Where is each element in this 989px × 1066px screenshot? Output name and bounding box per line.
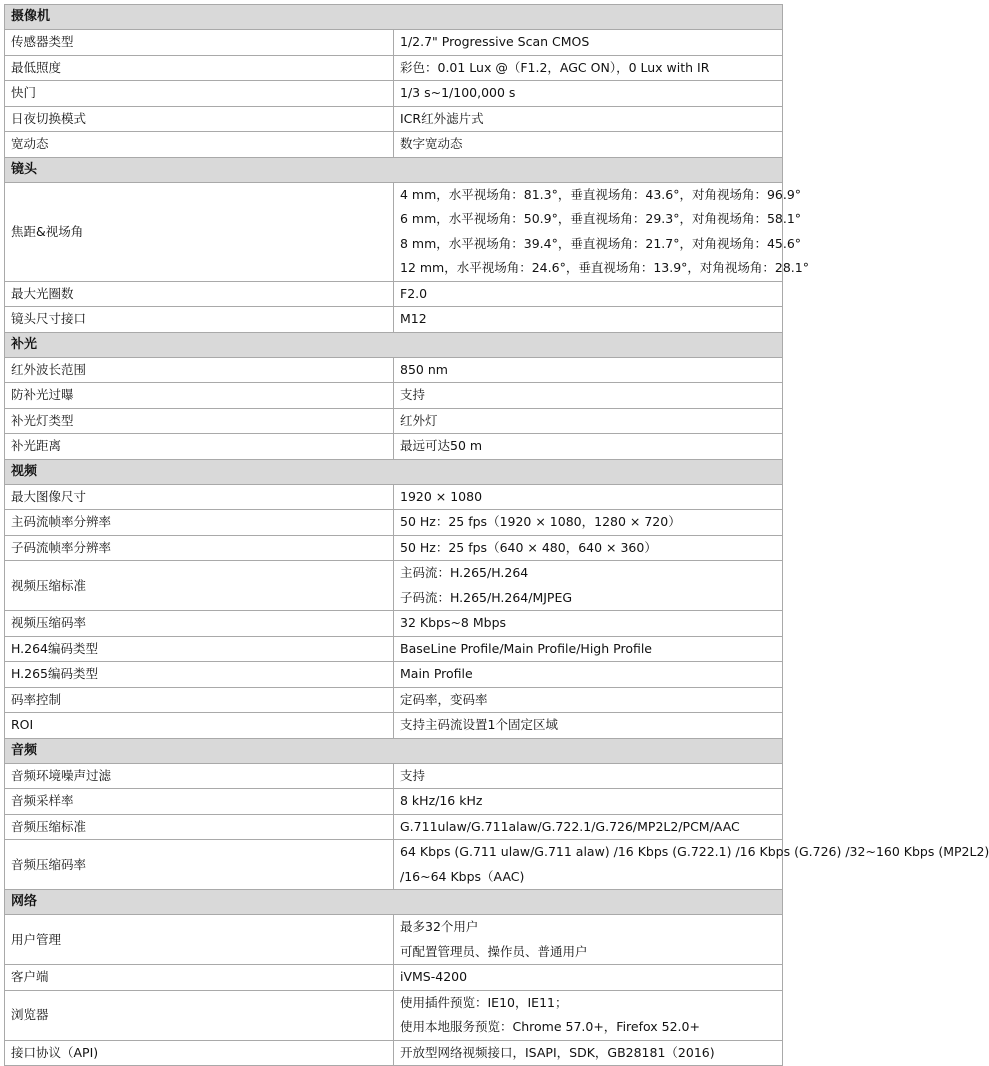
spec-label: 最大光圈数	[5, 281, 394, 307]
section-title: 网络	[5, 890, 783, 915]
spec-row	[5, 636, 783, 662]
spec-value	[394, 307, 783, 333]
spec-value-line: 1/2.7" Progressive Scan CMOS	[400, 34, 590, 49]
spec-value-line: 使用本地服务预览：Chrome 57.0+，Firefox 52.0+	[400, 1019, 700, 1034]
spec-row	[5, 1040, 783, 1066]
spec-value	[394, 55, 783, 81]
spec-label: H.264编码类型	[5, 636, 394, 662]
spec-value	[394, 182, 809, 281]
spec-value	[394, 132, 783, 158]
spec-label: 音频压缩标准	[5, 814, 394, 840]
spec-value-line: 4 mm，水平视场角：81.3°，垂直视场角：43.6°，对角视场角：96.9°	[400, 186, 802, 202]
spec-label: 码率控制	[5, 687, 394, 713]
spec-label: 最低照度	[5, 55, 394, 81]
spec-row	[5, 763, 783, 789]
spec-value-line: 数字宽动态	[400, 136, 463, 151]
section-header-row	[5, 890, 783, 915]
spec-table	[4, 4, 989, 1066]
spec-value	[394, 687, 783, 713]
spec-label: 防补光过曝	[5, 383, 394, 409]
spec-value-line: 50 Hz：25 fps（640 × 480，640 × 360）	[400, 539, 657, 555]
spec-value	[394, 713, 783, 739]
spec-label: 用户管理	[5, 915, 394, 965]
spec-row	[5, 182, 783, 281]
spec-value-line: 50 Hz：25 fps（1920 × 1080，1280 × 720）	[400, 514, 681, 529]
spec-value	[394, 789, 783, 815]
section-title: 视频	[5, 459, 783, 484]
spec-row	[5, 713, 783, 739]
spec-value	[394, 106, 783, 132]
spec-label: 音频环境噪声过滤	[5, 763, 394, 789]
spec-value-line: 可配置管理员、操作员、普通用户	[400, 943, 588, 959]
spec-value-line: ICR红外滤片式	[400, 110, 484, 126]
section-header-row	[5, 5, 783, 30]
spec-value-line: 支持主码流设置1个固定区域	[400, 717, 558, 732]
spec-label: 接口协议（API)	[5, 1040, 394, 1066]
spec-value-line: 支持	[400, 767, 426, 783]
spec-label: 红外波长范围	[5, 357, 394, 383]
spec-label: 主码流帧率分辨率	[5, 510, 394, 536]
spec-value-line: Main Profile	[400, 666, 473, 681]
spec-label: 子码流帧率分辨率	[5, 535, 394, 561]
section-title: 补光	[5, 332, 783, 357]
spec-value-line: 8 mm，水平视场角：39.4°，垂直视场角：21.7°，对角视场角：45.6°	[400, 235, 802, 251]
spec-label: 补光灯类型	[5, 408, 394, 434]
spec-row	[5, 408, 783, 434]
spec-label: 客户端	[5, 965, 394, 991]
section-header-row	[5, 332, 783, 357]
spec-row	[5, 840, 783, 890]
spec-value	[394, 763, 783, 789]
spec-value	[394, 915, 783, 965]
section-header-row	[5, 738, 783, 763]
spec-row	[5, 789, 783, 815]
spec-value-line: 主码流：H.265/H.264	[400, 565, 529, 580]
spec-value	[394, 510, 783, 536]
spec-value	[394, 611, 783, 637]
spec-row	[5, 307, 783, 333]
spec-row	[5, 106, 783, 132]
spec-value	[394, 840, 989, 890]
spec-label: 视频压缩标准	[5, 561, 394, 611]
spec-row	[5, 990, 783, 1040]
spec-row	[5, 915, 783, 965]
spec-value	[394, 1040, 783, 1066]
spec-value-line: 开放型网络视频接口，ISAPI，SDK，GB28181（2016)	[400, 1044, 715, 1060]
spec-value-line: 最多32个用户	[400, 919, 479, 934]
spec-row	[5, 484, 783, 510]
spec-value-line: 支持	[400, 387, 426, 402]
spec-value	[394, 383, 783, 409]
spec-value	[394, 357, 783, 383]
spec-row	[5, 535, 783, 561]
spec-value-line: 最远可达50 m	[400, 438, 483, 453]
spec-row	[5, 814, 783, 840]
spec-label: 音频采样率	[5, 789, 394, 815]
spec-value	[394, 535, 783, 561]
section-title: 音频	[5, 738, 783, 763]
spec-label: 快门	[5, 81, 394, 107]
spec-row	[5, 611, 783, 637]
spec-row	[5, 55, 783, 81]
spec-value	[394, 30, 783, 56]
spec-row	[5, 434, 783, 460]
spec-value	[394, 990, 783, 1040]
spec-label: 焦距&视场角	[5, 182, 394, 281]
spec-row	[5, 81, 783, 107]
spec-label: 镜头尺寸接口	[5, 307, 394, 333]
spec-value	[394, 561, 783, 611]
spec-row	[5, 132, 783, 158]
spec-value-line: 12 mm，水平视场角：24.6°，垂直视场角：13.9°，对角视场角：28.1°	[400, 260, 809, 275]
section-header-row	[5, 157, 783, 182]
spec-label: 宽动态	[5, 132, 394, 158]
spec-value-line: 1/3 s~1/100,000 s	[400, 85, 516, 100]
spec-value-line: 1920 × 1080	[400, 488, 483, 504]
spec-value-line: 850 nm	[400, 361, 448, 377]
spec-value-line: 8 kHz/16 kHz	[400, 793, 483, 808]
spec-value-line: 32 Kbps~8 Mbps	[400, 615, 507, 630]
section-title: 镜头	[5, 157, 783, 182]
spec-value-line: F2.0	[400, 285, 428, 301]
spec-value-line: 红外灯	[400, 412, 438, 428]
spec-value-line: M12	[400, 311, 427, 326]
spec-value	[394, 484, 783, 510]
spec-value-line: iVMS-4200	[400, 969, 468, 984]
spec-label: 浏览器	[5, 990, 394, 1040]
spec-label: 日夜切换模式	[5, 106, 394, 132]
spec-value	[394, 814, 783, 840]
spec-label: 音频压缩码率	[5, 840, 394, 890]
spec-value	[394, 81, 783, 107]
spec-value-line: 64 Kbps (G.711 ulaw/G.711 alaw) /16 Kbps (G.722.1) /16 Kbps (G.726) /32~160 Kbps (MP2L2)	[400, 844, 989, 859]
spec-value	[394, 281, 783, 307]
spec-value	[394, 965, 783, 991]
spec-value-line: 子码流：H.265/H.264/MJPEG	[400, 589, 573, 605]
spec-value	[394, 408, 783, 434]
spec-row	[5, 510, 783, 536]
spec-label: 传感器类型	[5, 30, 394, 56]
spec-label: H.265编码类型	[5, 662, 394, 688]
spec-label: 视频压缩码率	[5, 611, 394, 637]
spec-row	[5, 561, 783, 611]
spec-label: ROI	[5, 713, 394, 739]
spec-row	[5, 662, 783, 688]
spec-row	[5, 687, 783, 713]
spec-value-line: G.711ulaw/G.711alaw/G.722.1/G.726/MP2L2/PCM/AAC	[400, 818, 740, 834]
spec-table-body	[5, 5, 989, 1066]
spec-value-line: 使用插件预览：IE10，IE11；	[400, 994, 568, 1010]
spec-row	[5, 383, 783, 409]
spec-value-line: 6 mm，水平视场角：50.9°，垂直视场角：29.3°，对角视场角：58.1°	[400, 211, 802, 226]
spec-value-line: /16~64 Kbps（AAC)	[400, 868, 525, 884]
spec-row	[5, 965, 783, 991]
section-header-row	[5, 459, 783, 484]
spec-label: 最大图像尺寸	[5, 484, 394, 510]
spec-row	[5, 357, 783, 383]
spec-value	[394, 434, 783, 460]
spec-value	[394, 636, 783, 662]
spec-value-line: 定码率，变码率	[400, 691, 488, 707]
spec-value-line: BaseLine Profile/Main Profile/High Profile	[400, 640, 653, 656]
spec-row	[5, 281, 783, 307]
section-title: 摄像机	[5, 5, 783, 30]
spec-value-line: 彩色：0.01 Lux @（F1.2，AGC ON），0 Lux with IR	[400, 59, 710, 75]
spec-value	[394, 662, 783, 688]
spec-row	[5, 30, 783, 56]
spec-label: 补光距离	[5, 434, 394, 460]
